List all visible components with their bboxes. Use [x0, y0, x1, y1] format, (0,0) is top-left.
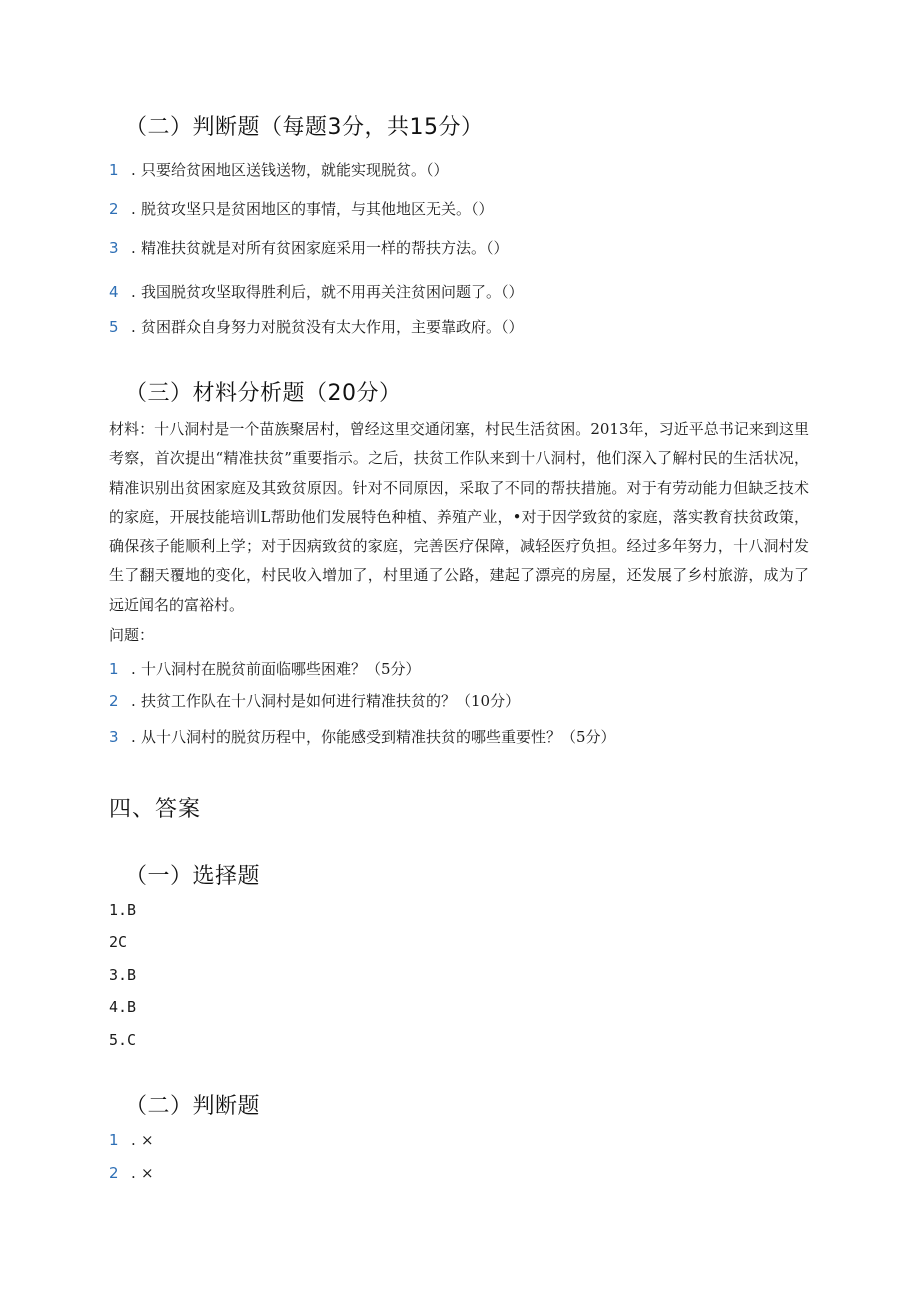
judgment-item-1: 1 . 只要给贫困地区送钱送物，就能实现脱贫。（） — [109, 161, 449, 179]
answer-mark: × — [141, 1131, 154, 1149]
item-number: 5 — [109, 318, 119, 336]
choice-answer-2: 2C — [109, 933, 128, 951]
material-paragraph: 材料：十八洞村是一个苗族聚居村，曾经这里交通闭塞，村民生活贫困。2013年，习近平总书记来到这里考察，首次提出“精准扶贫”重要指示。之后，扶贫工作队来到十八洞村，他们深入了解村民的生活状况，精准识别出贫困家庭及其致贫原因。针对不同原因，采取了不同的帮扶措施。对于有劳动能力但缺乏技术的家庭，开展技能培训L帮助他们发展特色种植、养殖产业，•对于因学致贫的家庭，落实教育扶贫政策，确保孩子能顺利上学；对于因病致贫的家庭，完善医疗保障，减轻医疗负担。经过多年努力，十八洞村发生了翻天覆地的变化，村民收入增加了，村里通了公路，建起了漂亮的房屋，还发展了乡村旅游，成为了远近闻名的富裕村。 — [109, 420, 809, 614]
section-material-heading: （三）材料分析题（20分） — [125, 381, 402, 406]
choice-answer-3: 3.B — [109, 966, 137, 984]
item-number: 3 — [109, 239, 119, 257]
item-number: 2 — [109, 200, 119, 218]
material-question-2: 2 . 扶贫工作队在十八洞村是如何进行精准扶贫的？（10分） — [109, 692, 521, 710]
choice-answer-4: 4.B — [109, 998, 137, 1016]
answer-number: 2 — [109, 1164, 119, 1182]
answer-mark: × — [141, 1164, 154, 1182]
question-number: 1 — [109, 660, 119, 678]
choice-answer-5: 5.C — [109, 1031, 137, 1049]
section-judgment-heading: （二）判断题（每题3分，共15分） — [125, 115, 484, 140]
question-label: 问题： — [109, 626, 155, 644]
question-number: 2 — [109, 692, 119, 710]
item-number: 4 — [109, 283, 119, 301]
item-text: 我国脱贫攻坚取得胜利后，就不用再关注贫困问题了。（） — [141, 283, 524, 301]
question-number: 3 — [109, 728, 119, 746]
answers-judgment-heading: （二）判断题 — [125, 1094, 261, 1119]
judgment-item-4: 4 . 我国脱贫攻坚取得胜利后，就不用再关注贫困问题了。（） — [109, 283, 524, 301]
material-question-3: 3 . 从十八洞村的脱贫历程中，你能感受到精准扶贫的哪些重要性？（5分） — [109, 728, 616, 746]
material-question-1: 1 . 十八洞村在脱贫前面临哪些困难？（5分） — [109, 660, 421, 678]
question-text: 扶贫工作队在十八洞村是如何进行精准扶贫的？（10分） — [141, 692, 521, 710]
answers-choice-heading: （一）选择题 — [125, 864, 261, 889]
question-text: 从十八洞村的脱贫历程中，你能感受到精准扶贫的哪些重要性？（5分） — [141, 728, 616, 746]
answer-number: 1 — [109, 1131, 119, 1149]
judgment-item-3: 3 . 精准扶贫就是对所有贫困家庭采用一样的帮扶方法。（） — [109, 239, 509, 257]
judgment-item-2: 2 . 脱贫攻坚只是贫困地区的事情，与其他地区无关。（） — [109, 200, 494, 218]
item-text: 只要给贫困地区送钱送物，就能实现脱贫。（） — [141, 161, 449, 179]
choice-answer-1: 1.B — [109, 901, 137, 919]
item-number: 1 — [109, 161, 119, 179]
judgment-answer-1: 1 . × — [109, 1131, 154, 1149]
item-text: 脱贫攻坚只是贫困地区的事情，与其他地区无关。（） — [141, 200, 494, 218]
question-text: 十八洞村在脱贫前面临哪些困难？（5分） — [141, 660, 421, 678]
judgment-answer-2: 2 . × — [109, 1164, 154, 1182]
judgment-item-5: 5 . 贫困群众自身努力对脱贫没有太大作用，主要靠政府。（） — [109, 318, 524, 336]
item-text: 精准扶贫就是对所有贫困家庭采用一样的帮扶方法。（） — [141, 239, 509, 257]
item-text: 贫困群众自身努力对脱贫没有太大作用，主要靠政府。（） — [141, 318, 524, 336]
answers-heading: 四、答案 — [109, 797, 202, 822]
